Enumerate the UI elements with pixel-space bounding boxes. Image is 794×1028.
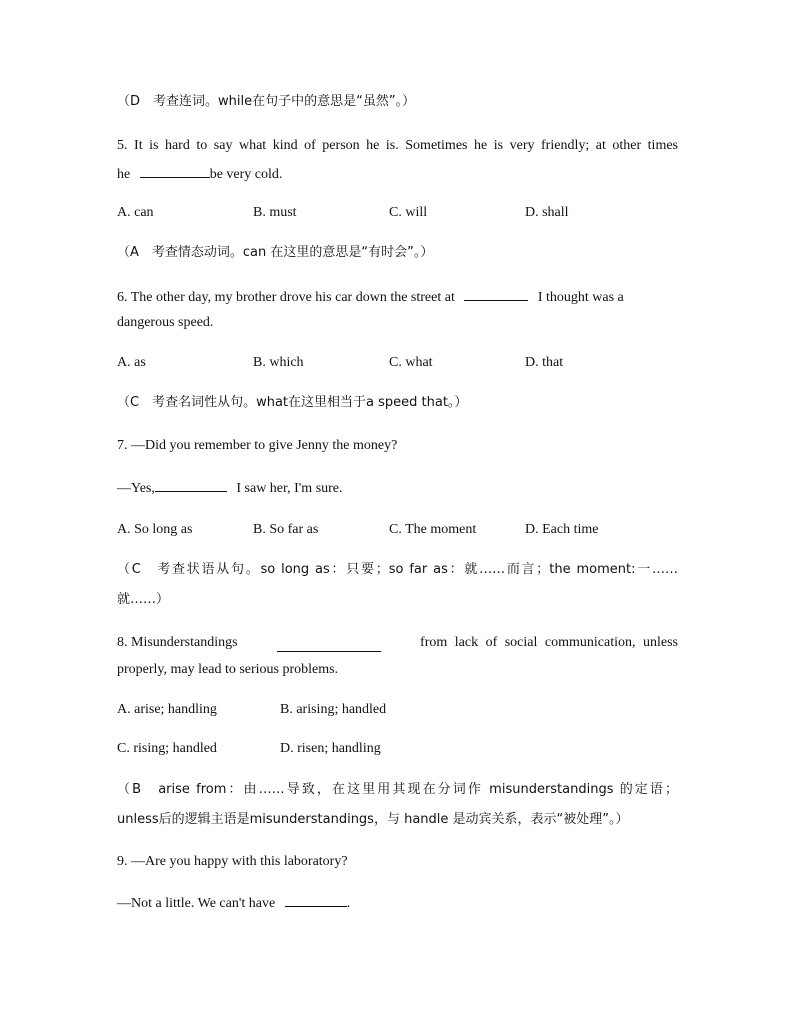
question-6-line-1: [117, 286, 678, 308]
question-7-text-a: —Yes,: [117, 481, 155, 496]
question-9-line-1: 9. —Are you happy with this laboratory?: [117, 854, 348, 869]
question-8-text-a: 8. Misunderstandings: [117, 635, 238, 650]
option-5-b: B. must: [253, 205, 297, 220]
option-8-b: B. arising; handled: [280, 702, 387, 717]
question-5-text-a: he: [117, 167, 131, 182]
question-5-line-2: [117, 163, 678, 185]
question-6-line-2: dangerous speed.: [117, 315, 214, 330]
option-5-a: A. can: [117, 205, 154, 220]
question-9-text-a: —Not a little. We can't have: [117, 896, 276, 911]
question-5-line-1: 5. It is hard to say what kind of person he is. Sometimes he is very friendly; at other times: [117, 138, 678, 153]
question-8-line-2: properly, may lead to serious problems.: [117, 662, 339, 677]
question-8-text-b: from lack of social communication, unless: [420, 635, 678, 650]
question-9-text-b: .: [346, 896, 351, 911]
question-6-text-a: 6. The other day, my brother drove his car down the street at: [117, 290, 455, 305]
answer-blank: [140, 163, 210, 178]
answer-note-8-line-2: unless后的逻辑主语是misunderstandings，与 handle 是动宾关系，表示“被处理”。）: [117, 812, 629, 827]
question-7-line-2: [117, 477, 678, 499]
option-5-d: D. shall: [525, 205, 569, 220]
option-6-d: D. that: [525, 355, 564, 370]
answer-note-7-line-1: （C 考查状语从句。so long as：只要；so far as：就……而言；the moment:一……: [117, 562, 678, 577]
answer-note-4: （D 考查连词。while在句子中的意思是“虽然”。）: [117, 94, 416, 109]
option-7-c: C. The moment: [389, 522, 477, 537]
option-7-b: B. So far as: [253, 522, 319, 537]
option-8-d: D. risen; handling: [280, 741, 381, 756]
answer-blank: [464, 286, 528, 301]
answer-blank: [277, 637, 381, 652]
option-6-c: C. what: [389, 355, 433, 370]
answer-note-6: （C 考查名词性从句。what在这里相当于a speed that。）: [117, 395, 468, 410]
answer-note-5: （A 考查情态动词。can 在这里的意思是“有时会”。）: [117, 245, 434, 260]
answer-note-8-line-1: （B arise from：由……导致，在这里用其现在分词作 misunderstandings 的定语；: [117, 782, 678, 797]
answer-blank: [155, 477, 227, 492]
question-5-text-b: be very cold.: [209, 167, 283, 182]
option-7-d: D. Each time: [525, 522, 599, 537]
question-7-text-b: I saw her, I'm sure.: [236, 481, 343, 496]
option-6-b: B. which: [253, 355, 304, 370]
answer-blank: [285, 892, 347, 907]
option-8-c: C. rising; handled: [117, 741, 217, 756]
question-9-line-2: [117, 892, 678, 914]
option-8-a: A. arise; handling: [117, 702, 217, 717]
answer-note-7-line-2: 就……）: [117, 592, 170, 607]
option-7-a: A. So long as: [117, 522, 193, 537]
option-5-c: C. will: [389, 205, 428, 220]
question-7-line-1: 7. —Did you remember to give Jenny the money?: [117, 438, 398, 453]
question-6-text-b: I thought was a: [537, 290, 624, 305]
option-6-a: A. as: [117, 355, 146, 370]
question-8-line-1: [117, 633, 678, 653]
